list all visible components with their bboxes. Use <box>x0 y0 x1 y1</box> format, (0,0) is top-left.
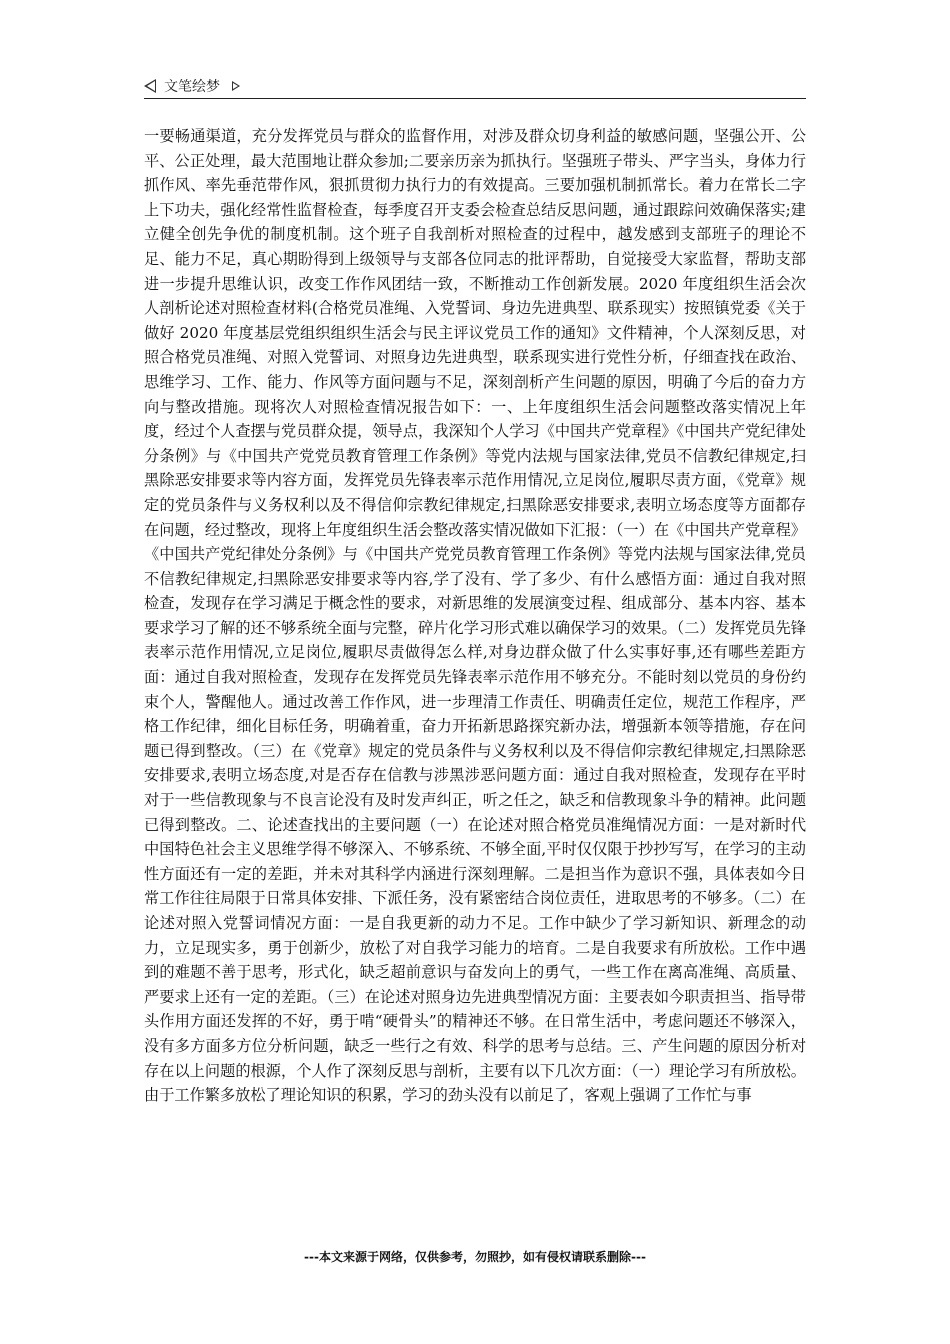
document-body: 一要畅通渠道，充分发挥党员与群众的监督作用，对涉及群众切身利益的敏感问题，坚强公开、公平、公正处理，最大范围地让群众参加;二要亲历亲为抓执行。坚强班子带头、严字当头，身体力行抓作风、率先垂范带作风，狠抓贯彻力执行力的有效提高。三要加强机制抓常长。着力在常长二字上下功夫，强化经常性监督检查，每季度召开支委会检查总结反思问题，通过跟踪问效确保落实;建立健全创先争优的制度机制。这个班子自我剖析对照检查的过程中，越发感到支部班子的理论不足、能力不足，真心期盼得到上级领导与支部各位同志的批评帮助，自觉接受大家监督，帮助支部进一步提升思维认识，改变工作作风团结一致，不断推动工作创新发展。2020 年度组织生活会次人剖析论述对照检查材料(合格党员准绳、入党誓词、身边先进典型、联系现实）按照镇党委《关于做好 2020 年度基层党组织组织生活会与民主评议党员工作的通知》文件精神，个人深刻反思，对照合格党员准绳、对照入党誓词、对照身边先进典型，联系现实进行党性分析，仔细查找在政治、思维学习、工作、能力、作风等方面问题与不足，深刻剖析产生问题的原因，明确了今后的奋力方向与整改措施。现将次人对照检查情况报告如下：一、上年度组织生活会问题整改落实情况上年度，经过个人查摆与党员群众提，领导点，我深知个人学习《中国共产党章程》《中国共产党纪律处分条例》与《中国共产党党员教育管理工作条例》等党内法规与国家法律,党员不信教纪律规定,扫黑除恶安排要求等内容方面，发挥党员先锋表率示范作用情况,立足岗位,履职尽责方面，《党章》规定的党员条件与义务权利以及不得信仰宗教纪律规定,扫黑除恶安排要求,表明立场态度等方面都存在问题，经过整改，现将上年度组织生活会整改落实情况做如下汇报：（一）在《中国共产党章程》《中国共产党纪律处分条例》与《中国共产党党员教育管理工作条例》等党内法规与国家法律,党员不信教纪律规定,扫黑除恶安排要求等内容,学了没有、学了多少、有什么感悟方面：通过自我对照检查，发现存在学习满足于概念性的要求，对新思维的发展演变过程、组成部分、基本内容、基本要求学习了解的还不够系统全面与完整，碎片化学习形式难以确保学习的效果。（二）发挥党员先锋表率示范作用情况,立足岗位,履职尽责做得怎么样,对身边群众做了什么实事好事,还有哪些差距方面：通过自我对照检查，发现存在发挥党员先锋表率示范作用不够充分。不能时刻以党员的身份约束个人，警醒他人。通过改善工作作风，进一步理清工作责任、明确责任定位，规范工作程序，严格工作纪律，细化目标任务，明确着重，奋力开拓新思路探究新办法，增强新本领等措施，存在问题已得到整改。（三）在《党章》规定的党员条件与义务权利以及不得信仰宗教纪律规定,扫黑除恶安排要求,表明立场态度,对是否存在信教与涉黑涉恶问题方面：通过自我对照检查，发现存在平时对于一些信教现象与不良言论没有及时发声纠正，听之任之，缺乏和信教现象斗争的精神。此问题已得到整改。二、论述查找出的主要问题（一）在论述对照合格党员准绳情况方面：一是对新时代中国特色社会主义思维学得不够深入、不够系统、不够全面,平时仅仅限于抄抄写写，在学习的主动性方面还有一定的差距，并未对其科学内涵进行深刻理解。二是担当作为意识不强，具体表如今日常工作往往局限于日常具体安排、下派任务，没有紧密结合岗位责任，进取思考的不够多。（二）在论述对照入党誓词情况方面：一是自我更新的动力不足。工作中缺少了学习新知识、新理念的动力，立足现实多，勇于创新少，放松了对自我学习能力的培育。二是自我要求有所放松。工作中遇到的难题不善于思考，形式化，缺乏超前意识与奋发向上的勇气，一些工作在离高准绳、高质量、严要求上还有一定的差距。（三）在论述对照身边先进典型情况方面：主要表如今职责担当、指导带头作用方面还发挥的不好，勇于啃“硬骨头”的精神还不够。在日常生活中，考虑问题还不够深入，没有多方面多方位分析问题，缺乏一些行之有效、科学的思考与总结。三、产生问题的原因分析对存在以上问题的根源，个人作了深刻反思与剖析，主要有以下几次方面：（一）理论学习有所放松。由于工作繁多放松了理论知识的积累，学习的劲头没有以前足了，客观上强调了工作忙与事 <box>144 127 806 1105</box>
header-divider <box>144 98 806 99</box>
brand-label: 文笔绘梦 <box>164 79 220 95</box>
footer-notice: ---本文来源于网络，仅供参考，勿照抄，如有侵权请联系删除--- <box>304 1250 646 1264</box>
triangle-right-icon <box>232 81 240 91</box>
page-header <box>144 76 806 98</box>
triangle-left-icon <box>144 79 156 93</box>
header-brand <box>144 76 806 96</box>
